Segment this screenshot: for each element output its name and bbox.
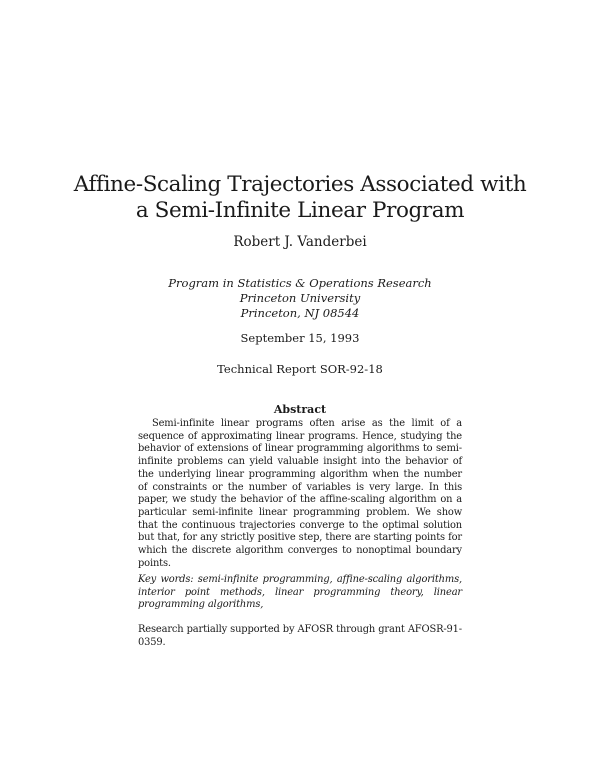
- paper-title: [0, 172, 600, 224]
- abstract-text: Semi-infinite linear programs often arise as the limit of a sequence of approximating linear programs. Hence, studying the behavior of extensions of linear programming algorithms to semi-infinite problems can yield valuable insight into the behavior of the underlying linear programming algorithm when the number of constraints or the number of variables is very large. In this paper, we study the behavior of the affine-scaling algorithm on a particular semi-infinite linear programming problem. We show that the continuous trajectories converge to the optimal solution but that, for any strictly positive step, there are starting points for which the discrete algorithm converges to nonoptimal boundary points.: [138, 418, 462, 569]
- affiliation: [0, 276, 600, 321]
- author: Robert J. Vanderbei: [233, 234, 367, 250]
- funding-text: Research partially supported by AFOSR through grant AFOSR-91-0359.: [138, 624, 462, 648]
- date: September 15, 1993: [240, 331, 360, 345]
- abstract-heading: Abstract: [273, 403, 327, 416]
- title-line-2: a Semi-Infinite Linear Program: [135, 198, 465, 223]
- report-number: Technical Report SOR-92-18: [217, 362, 383, 376]
- abstract: [138, 418, 462, 570]
- affiliation-line-2: Princeton University: [239, 291, 361, 305]
- funding-note: [138, 624, 462, 649]
- title-line-1: Affine-Scaling Trajectories Associated with: [73, 172, 527, 197]
- keywords: [138, 574, 462, 612]
- affiliation-line-3: Princeton, NJ 08544: [240, 306, 360, 320]
- keywords-text: Key words: semi-infinite programming, affine-scaling algorithms, interior point methods, linear programming theory, linear programming algorithms,: [138, 574, 462, 611]
- affiliation-line-1: Program in Statistics & Operations Research: [168, 276, 432, 290]
